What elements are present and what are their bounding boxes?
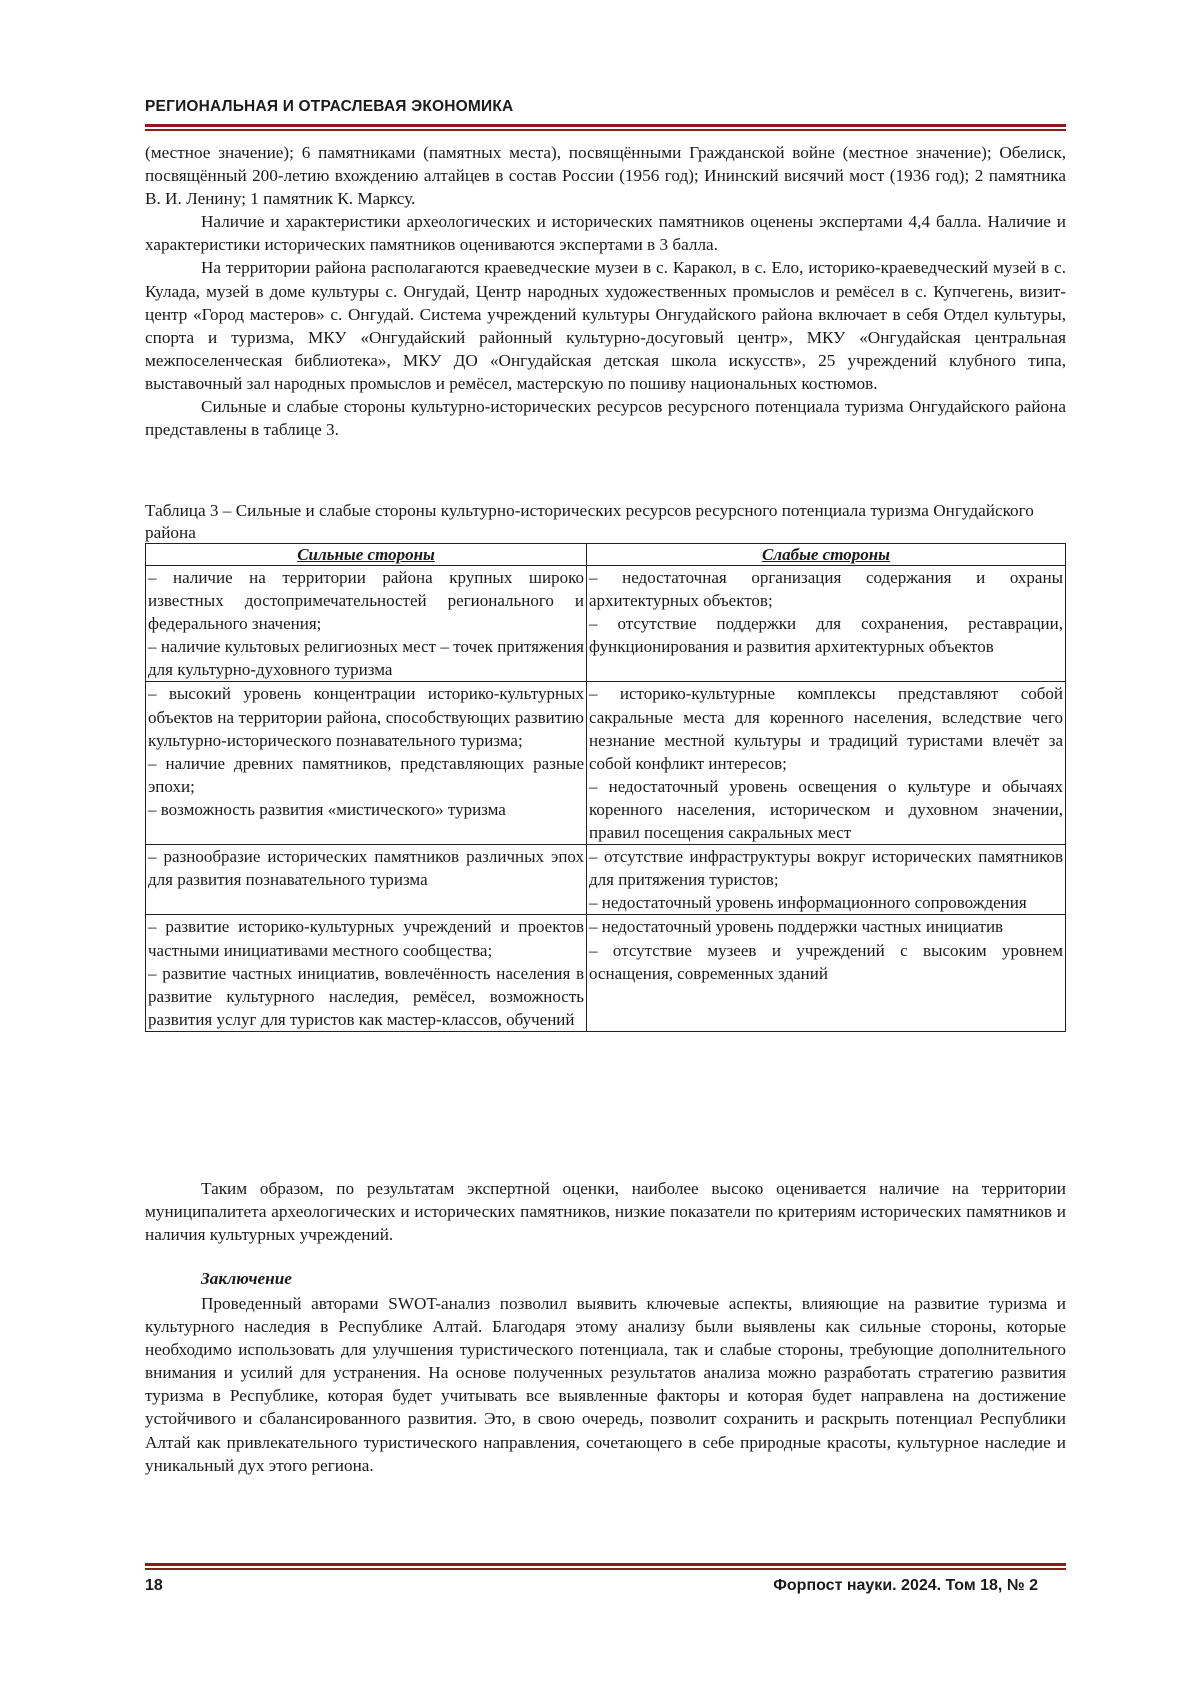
conclusion-text	[145, 1292, 1066, 1477]
table-row	[146, 845, 1066, 915]
cell-item: – наличие древних памятников, представляющих разные эпохи;	[148, 753, 584, 796]
intro-text	[145, 141, 1066, 441]
header-rule	[145, 124, 1066, 127]
paragraph: Таким образом, по результатам экспертной оценки, наиболее высоко оценивается наличие на территории муниципалитета археологических и исторических памятников, низкие показатели по критериям исторических памятников и наличия культурных учреждений.	[145, 1179, 1066, 1245]
cell-item: – развитие частных инициатив, вовлечённость населения в развитие культурного наследия, ремёсел, возможность развития услуг для туристов как мастер-классов, обучений	[148, 963, 584, 1029]
after-table-text	[145, 1177, 1066, 1246]
table-cell-strong	[146, 682, 587, 845]
cell-item: – недостаточный уровень поддержки частных инициатив	[589, 917, 1004, 937]
journal-citation: Форпост науки. 2024. Том 18, № 2	[773, 1577, 1038, 1594]
strengths-weaknesses-table	[145, 543, 1066, 1032]
table-row	[146, 915, 1066, 1031]
cell-item: – отсутствие инфраструктуры вокруг исторических памятников для притяжения туристов;	[589, 847, 1063, 890]
paragraph: Проведенный авторами SWOT-анализ позволил выявить ключевые аспекты, влияющие на развитие туризма и культурного наследия в Республике Алтай. Благодаря этому анализу были выявлены как сильные стороны, которые необходимо использовать для улучшения туристического потенциала, так и слабые стороны, требующие дополнительного внимания и усилий для устранения. На основе полученных результатов анализа можно разработать стратегию развития туризма в Республике, которая будет учитывать все выявленные факторы и которая будет направлена на достижение устойчивого и сбалансированного развития. Это, в свою очередь, позволит сохранить и раскрыть потенциал Республики Алтай как привлекательного туристического направления, сочетающего в себе природные красоты, культурное наследие и уникальный дух этого региона.	[145, 1294, 1066, 1475]
table-cell-weak	[587, 915, 1066, 1031]
paragraph: (местное значение); 6 памятниками (памятных места), посвящёнными Гражданской войне (местное значение); Обелиск, посвящённый 200-летию вхождению алтайцев в состав России (1956 год); Ининский висячий мост (1936 год); 2 памятника В. И. Ленину; 1 памятник К. Марксу.	[145, 143, 1066, 209]
cell-item: – высокий уровень концентрации историко-культурных объектов на территории района, способствующих развитию культурно-исторического познавательного туризма;	[148, 684, 584, 750]
conclusion-heading: Заключение	[201, 1269, 292, 1288]
table-cell-weak	[587, 566, 1066, 682]
column-header-strong: Сильные стороны	[146, 544, 587, 566]
footer-rule	[145, 1563, 1066, 1566]
cell-item: – возможность развития «мистического» туризма	[148, 799, 506, 819]
table-cell-strong	[146, 915, 587, 1031]
cell-item: – отсутствие музеев и учреждений с высоким уровнем оснащения, современных зданий	[589, 940, 1063, 983]
cell-item: – наличие на территории района крупных широко известных достопримечательностей регионального и федерального значения;	[148, 568, 584, 634]
page-number: 18	[145, 1577, 163, 1594]
cell-item: – развитие историко-культурных учреждений и проектов частными инициативами местного сообщества;	[148, 917, 584, 960]
paragraph: На территории района располагаются краеведческие музеи в с. Каракол, в с. Ело, историко-краеведческий музей в с. Кулада, музей в доме культуры с. Онгудай, Центр народных художественных промыслов и ремёсел в с. Купчегень, визит-центр «Город мастеров» с. Онгудай. Система учреждений культуры Онгудайского района включает в себя Отдел культуры, спорта и туризма, МКУ «Онгудайский районный культурно-досуговый центр», МКУ «Онгудайская центральная межпоселенческая библиотека», МКУ ДО «Онгудайская детская школа искусств», 25 учреждений клубного типа, выставочный зал народных промыслов и ремёсел, мастерскую по пошиву национальных костюмов.	[145, 258, 1066, 393]
paragraph: Сильные и слабые стороны культурно-исторических ресурсов ресурсного потенциала туризма Онгудайского района представлены в таблице 3.	[145, 397, 1066, 440]
running-header: РЕГИОНАЛЬНАЯ И ОТРАСЛЕВАЯ ЭКОНОМИКА	[145, 98, 514, 115]
table-row	[146, 566, 1066, 682]
footer-rule-thin	[145, 1568, 1066, 1570]
cell-item: – отсутствие поддержки для сохранения, реставрации, функционирования и развития архитектурных объектов	[589, 614, 1063, 657]
header-rule-thin	[145, 129, 1066, 131]
table-cell-strong	[146, 566, 587, 682]
table-caption: Таблица 3 – Сильные и слабые стороны культурно-исторических ресурсов ресурсного потенциала туризма Онгудайского района	[145, 501, 1034, 542]
column-header-weak: Слабые стороны	[587, 544, 1066, 566]
cell-item: – недостаточная организация содержания и охраны архитектурных объектов;	[589, 568, 1063, 611]
table-cell-weak	[587, 845, 1066, 915]
cell-item: – недостаточный уровень освещения о культуре и обычаях коренного населения, историческом и духовном значении, правил посещения сакральных мест	[589, 776, 1063, 843]
cell-item: – историко-культурные комплексы представляют собой сакральные места для коренного населения, вследствие чего незнание местной культуры и традиций туристами влечёт за собой конфликт интересов;	[589, 684, 1063, 773]
table-row	[146, 682, 1066, 845]
cell-item: – разнообразие исторических памятников различных эпох для развития познавательного туризма	[148, 847, 584, 890]
table-cell-strong	[146, 845, 587, 915]
cell-item: – наличие культовых религиозных мест – точек притяжения для культурно-духовного туризма	[148, 637, 584, 680]
table-header-row	[146, 544, 1066, 566]
table-cell-weak	[587, 682, 1066, 845]
paragraph: Наличие и характеристики археологических и исторических памятников оценены экспертами 4,4 балла. Наличие и характеристики исторических памятников оцениваются экспертами в 3 балла.	[145, 212, 1066, 255]
cell-item: – недостаточный уровень информационного сопровождения	[589, 893, 1027, 913]
